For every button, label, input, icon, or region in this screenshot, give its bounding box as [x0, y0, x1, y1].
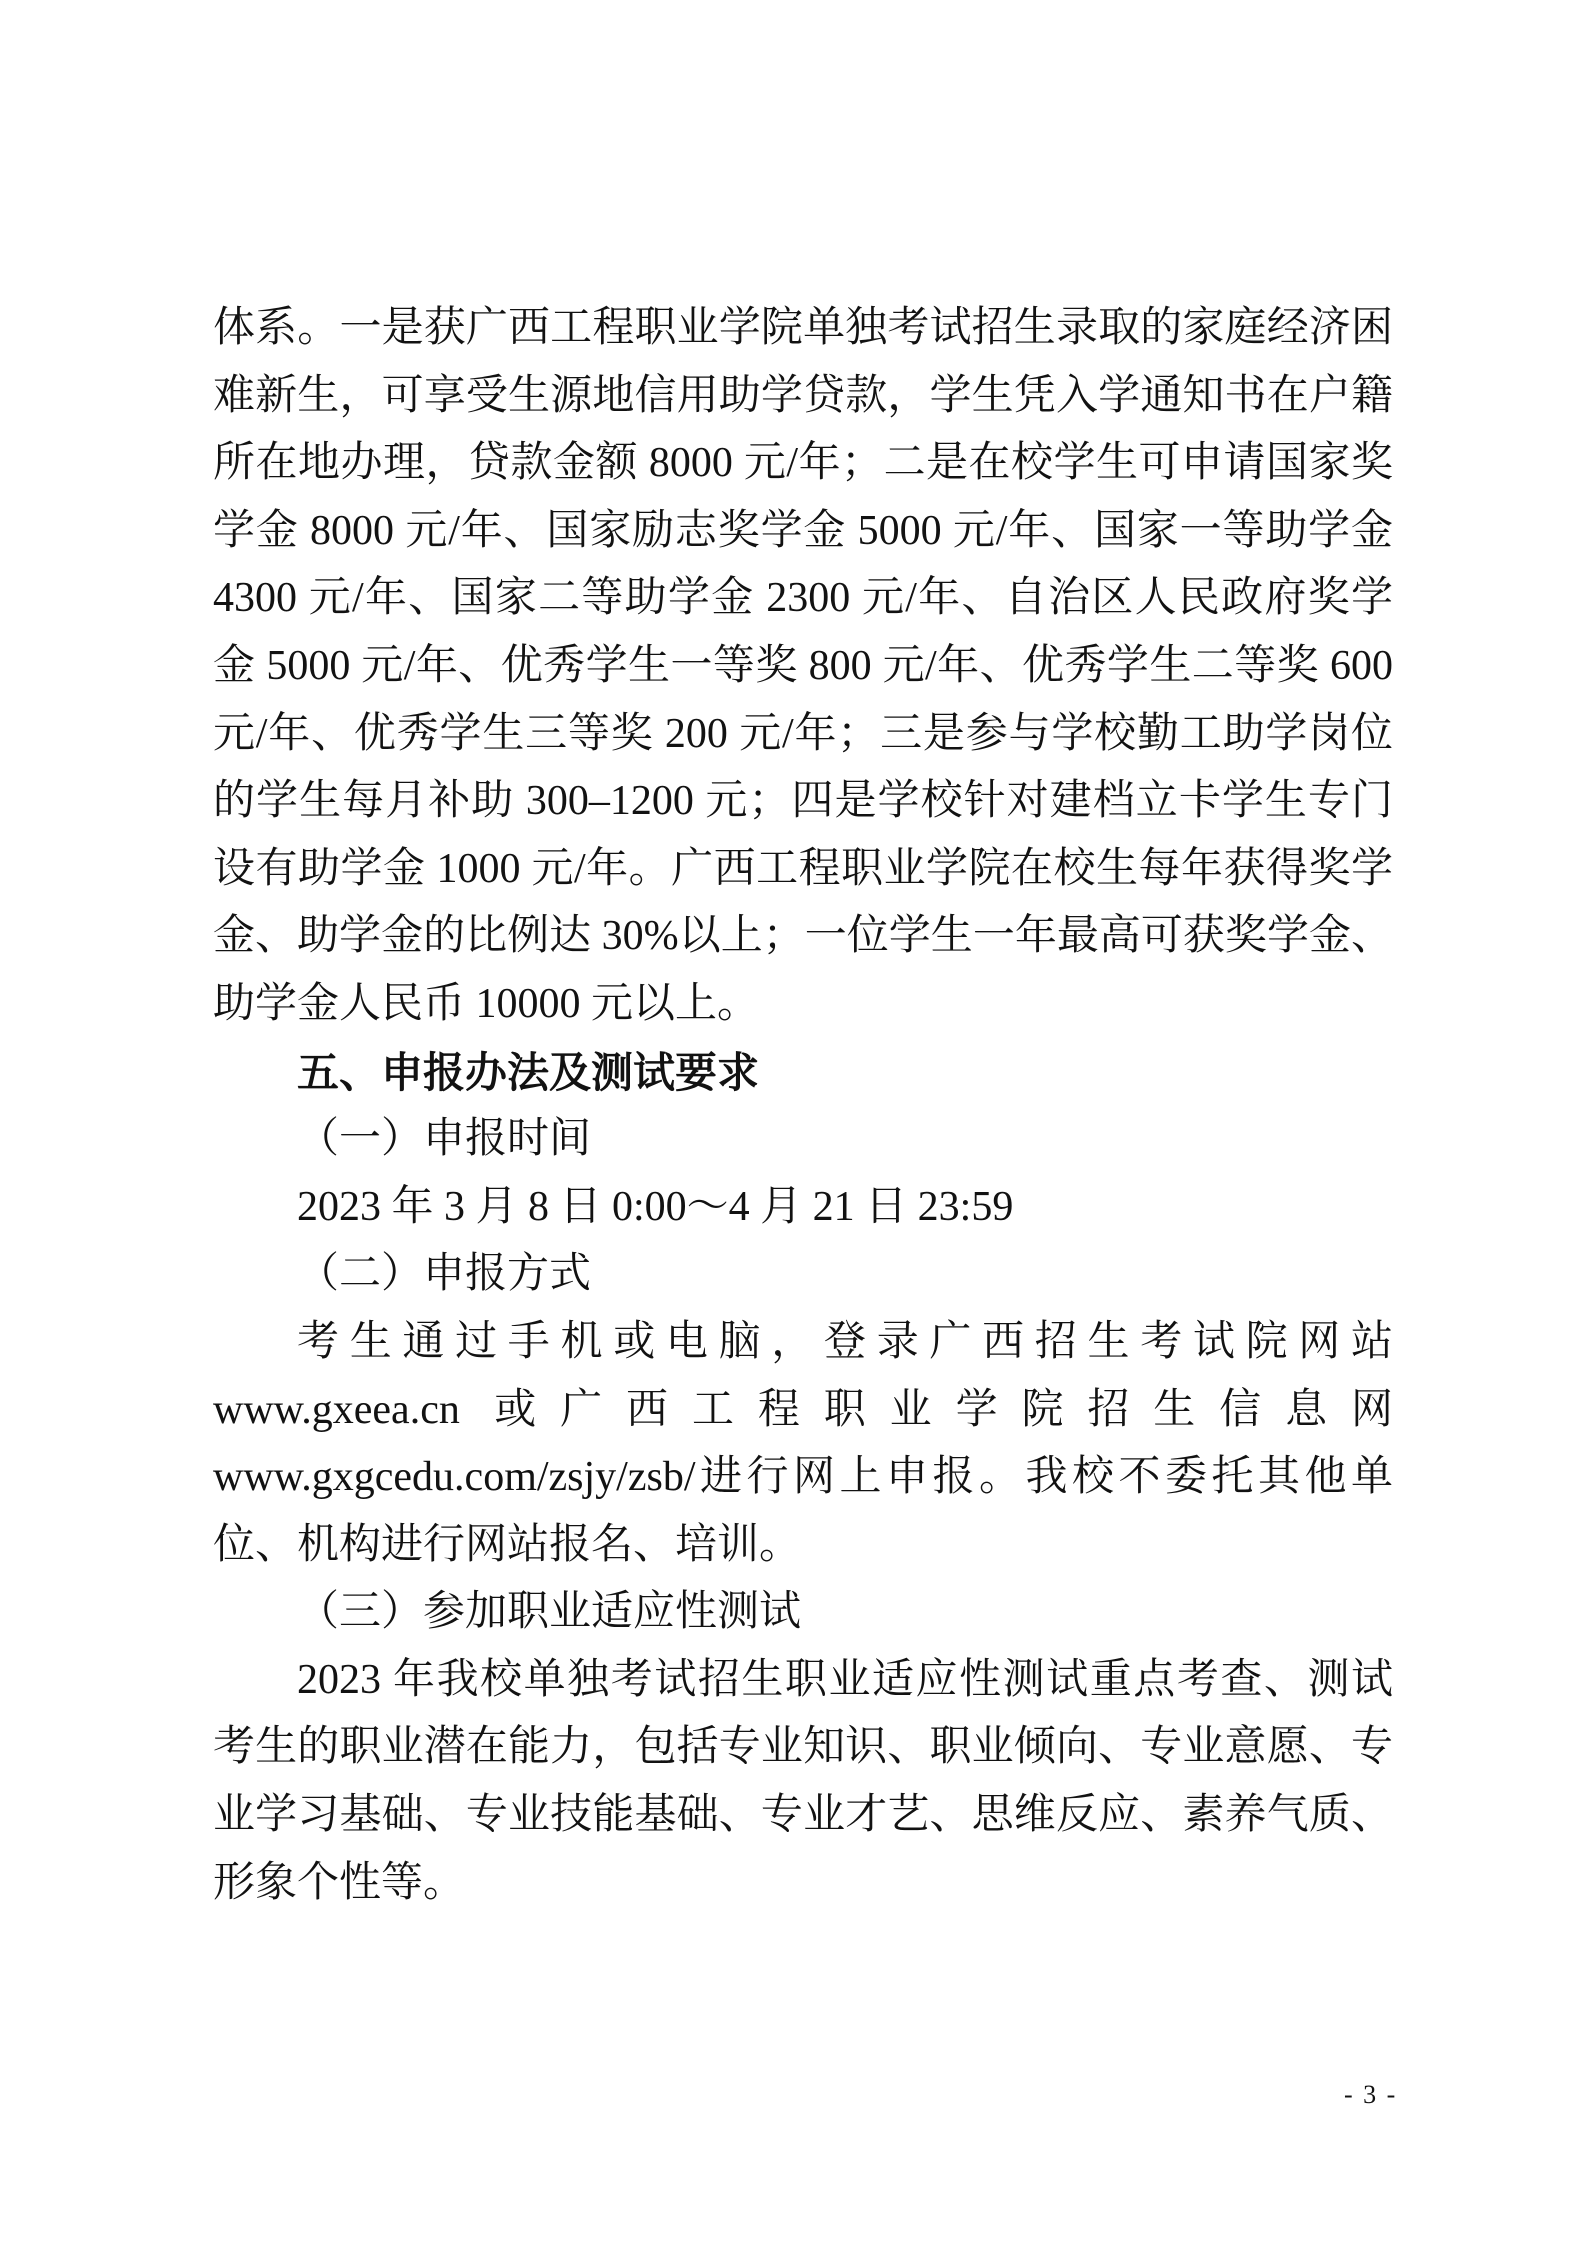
- paragraph-line: 难新生，可享受生源地信用助学贷款，学生凭入学通知书在户籍: [213, 372, 1393, 419]
- paragraph-line: 体系。一是获广西工程职业学院单独考试招生录取的家庭经济困: [213, 305, 1393, 351]
- section-heading: 五、申报办法及测试要求: [297, 1048, 760, 1096]
- paragraph-line: 设有助学金 1000 元/年。广西工程职业学院在校生每年获得奖学: [213, 845, 1393, 892]
- url-line: www.gxeea.cn 或广西工程职业学院招生信息网: [213, 1386, 1393, 1433]
- paragraph-line: 2023 年我校单独考试招生职业适应性测试重点考查、测试: [297, 1656, 1393, 1703]
- paragraph-line: 的学生每月补助 300–1200 元；四是学校针对建档立卡学生专门: [213, 778, 1393, 825]
- paragraph-line: 金 5000 元/年、优秀学生一等奖 800 元/年、优秀学生二等奖 600: [213, 642, 1393, 689]
- paragraph-line: 助学金人民币 10000 元以上。: [213, 980, 760, 1027]
- paragraph-line: 业学习基础、专业技能基础、专业才艺、思维反应、素养气质、: [213, 1792, 1393, 1839]
- paragraph-line: 形象个性等。: [213, 1859, 466, 1906]
- subsection-heading: （一）申报时间: [297, 1116, 592, 1163]
- document-body: [213, 295, 1393, 1917]
- paragraph-line: 考生的职业潜在能力，包括专业知识、职业倾向、专业意愿、专: [213, 1724, 1393, 1771]
- date-line: 2023 年 3 月 8 日 0:00～4 月 21 日 23:59: [297, 1183, 1014, 1230]
- paragraph-line: 学金 8000 元/年、国家励志奖学金 5000 元/年、国家一等助学金: [213, 507, 1393, 554]
- paragraph-line: 位、机构进行网站报名、培训。: [213, 1521, 802, 1568]
- paragraph-line: 所在地办理，贷款金额 8000 元/年；二是在校学生可申请国家奖: [213, 440, 1393, 487]
- paragraph-line: 考生通过手机或电脑，登录广西招生考试院网站: [297, 1318, 1393, 1365]
- subsection-heading: （二）申报方式: [297, 1251, 592, 1298]
- url-line: www.gxgcedu.com/zsjy/zsb/进行网上申报。我校不委托其他单: [213, 1454, 1393, 1501]
- paragraph-line: 4300 元/年、国家二等助学金 2300 元/年、自治区人民政府奖学: [213, 575, 1393, 622]
- paragraph-line: 金、助学金的比例达 30%以上；一位学生一年最高可获奖学金、: [213, 913, 1393, 960]
- subsection-heading: （三）参加职业适应性测试: [297, 1589, 802, 1636]
- paragraph-line: 元/年、优秀学生三等奖 200 元/年；三是参与学校勤工助学岗位: [213, 710, 1393, 757]
- page-number: - 3 -: [1344, 2080, 1398, 2109]
